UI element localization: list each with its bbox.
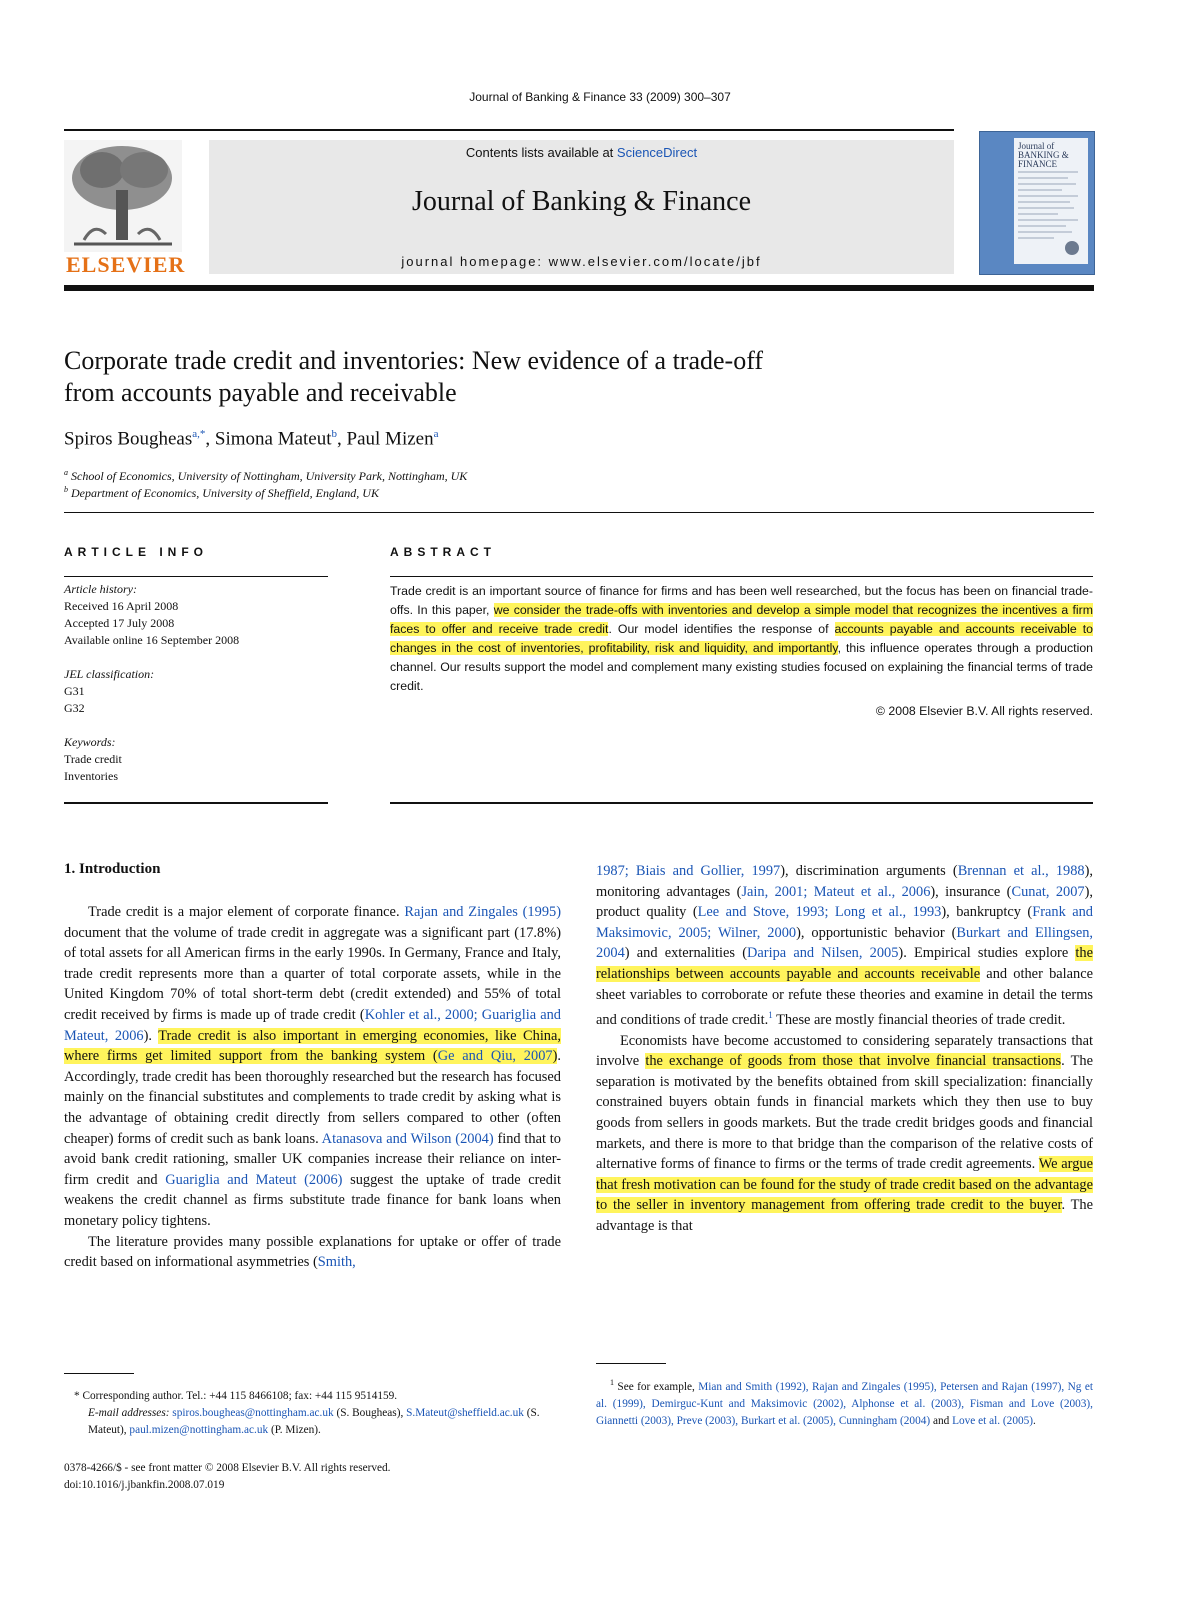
citation-link[interactable]: Rajan and Zingales (1995) <box>404 904 561 920</box>
citation-link[interactable]: Ge and Qiu, 2007 <box>437 1048 553 1065</box>
history-accepted: Accepted 17 July 2008 <box>64 616 175 630</box>
citation-link[interactable]: 1987; Biais and Gollier, 1997 <box>596 863 781 879</box>
doi-line[interactable]: doi:10.1016/j.jbankfin.2008.07.019 <box>64 1479 225 1491</box>
text: These are mostly financial theories of trade credit. <box>772 1011 1066 1028</box>
text: suggest the uptake of trade credit weakens the credit channel as firms substitute trade finance for bank loans when monetary policy tightens. <box>64 1171 561 1229</box>
text: . Accordingly, trade credit has been thoroughly researched but the research has focused mainly on the financial substitutes and complements to trade credit by asking what is the advantage of obtaining credit directly from sellers compared to other (often cheaper) forms of credit such as bank loans. <box>64 1048 561 1147</box>
text: ), opportunistic behavior ( <box>796 924 957 941</box>
text: ), bankruptcy ( <box>941 904 1033 921</box>
corresponding-text: Corresponding author. Tel.: +44 115 8466108; fax: +44 115 9514159. <box>82 1390 398 1402</box>
affiliation <box>64 468 467 484</box>
highlight: Trade credit is also important in emerging economies, like China, where firms get limited support from the banking system ( <box>64 1027 561 1065</box>
text: The literature provides many possible explanations for uptake or offer of trade credit based on informational asymmetries ( <box>64 1233 561 1271</box>
abstract-text: Trade credit is an important source of finance for firms and has been well researched, but the focus has been on financial trade-offs. In this paper, <box>390 584 1093 617</box>
journal-homepage[interactable]: journal homepage: www.elsevier.com/locate/jbf <box>401 254 762 269</box>
cover-page <box>1014 138 1088 264</box>
text: ), monitoring advantages ( <box>596 863 1093 900</box>
text: . The advantage is that <box>596 1197 1093 1234</box>
footnote-number: 1 <box>610 1378 614 1387</box>
citation-link[interactable]: Guariglia and Mateut (2006) <box>165 1171 343 1188</box>
jel-label: JEL classification: <box>64 667 155 681</box>
email-link[interactable]: spiros.bougheas@nottingham.ac.uk <box>172 1407 334 1419</box>
paragraph <box>596 1031 1093 1237</box>
highlight: We argue that fresh motivation can be found for the study of trade credit based on the advantage to the seller in inventory management from offering trade credit to the buyer <box>596 1156 1093 1214</box>
keyword: Trade credit <box>64 752 122 766</box>
running-header: Journal of Banking & Finance 33 (2009) 300–307 <box>469 90 731 104</box>
text: ), product quality ( <box>596 883 1093 921</box>
section-heading-introduction: 1. Introduction <box>64 861 161 877</box>
issn-line: 0378-4266/$ - see front matter © 2008 Elsevier B.V. All rights reserved. <box>64 1462 391 1474</box>
footnote-text: and <box>930 1414 953 1427</box>
jel-code: G32 <box>64 701 85 715</box>
jel-code: G31 <box>64 684 85 698</box>
footnote-text: . <box>1033 1414 1036 1427</box>
email-link[interactable]: paul.mizen@nottingham.ac.uk <box>129 1424 269 1436</box>
email-owner: (S. Bougheas), <box>333 1407 407 1419</box>
citation-link[interactable]: Lee and Stove, 1993; Long et al., 1993 <box>697 904 942 921</box>
sciencedirect-link[interactable]: ScienceDirect <box>616 145 698 160</box>
abstract-text: . Our model identifies the response of <box>608 622 835 636</box>
asterisk-mark: * <box>74 1390 80 1402</box>
email-label: E-mail addresses: <box>88 1407 173 1419</box>
cover-contents-lines <box>1018 168 1084 258</box>
author-name[interactable]: Paul Mizen <box>346 428 434 450</box>
abstract-rule <box>390 576 1093 577</box>
affiliation-mark: a <box>64 468 68 477</box>
abstract-body <box>390 582 1093 721</box>
highlight: ) <box>552 1048 558 1065</box>
citation-link[interactable]: Atanasova and Wilson (2004) <box>321 1130 494 1147</box>
citation-link[interactable]: Love et al. (2005) <box>952 1414 1034 1427</box>
email-owner: (P. Mizen). <box>268 1424 321 1436</box>
keyword: Inventories <box>64 769 118 783</box>
header-rule <box>64 129 954 131</box>
citation-link[interactable]: Kohler et al., 2000; Guariglia and Mateut, 2006 <box>64 1006 561 1044</box>
citation-link[interactable]: Frank and Maksimovic, 2005; Wilner, 2000 <box>596 904 1093 941</box>
text: Trade credit is a major element of corporate finance. <box>88 904 405 920</box>
contents-line <box>209 145 954 160</box>
citation-link[interactable]: Jain, 2001; Mateut et al., 2006 <box>741 883 931 900</box>
citation-link[interactable]: Burkart and Ellingsen, 2004 <box>596 924 1094 962</box>
left-column <box>64 902 561 1273</box>
keywords-label: Keywords: <box>64 735 116 749</box>
author-separator: , <box>205 428 215 450</box>
article-info-bottom-rule <box>64 802 328 804</box>
article-history <box>64 581 328 785</box>
footnote-rule <box>596 1363 666 1364</box>
abstract-text: , this influence operates through a production channel. Our results support the model and complement many existing studies focused on explaining the financial terms of trade credit. <box>390 641 1094 693</box>
author-mark[interactable]: b <box>331 428 338 440</box>
citation-link[interactable]: Mian and Smith (1992), Rajan and Zingales (1995), Petersen and Rajan (1997), Ng et al. (1999), Demirguc-Kunt and Maksimovic (2002), Alphonse et al. (2003), Fisman and Love (2003), Giannetti (2003), Preve (2003), Burkart et al. (2005), Cunningham (2004) <box>596 1380 1094 1427</box>
front-matter <box>64 1460 561 1494</box>
abstract-highlight: accounts payable and accounts receivable to changes in the cost of inventories, profitability, risk and liquidity, and importantly <box>390 622 1093 655</box>
paper-title-line-2: from accounts payable and receivable <box>64 378 457 407</box>
contents-prefix: Contents lists available at <box>465 145 617 160</box>
text: document that the volume of trade credit in aggregate was a significant part (17.8%) of total assets for all American firms in the early 1990s. In Germany, France and Italy, trade credit represents more than a quarter of total corporate assets, while in the United Kingdom 70% of total short-term debt (credit extended) and 55% of total credit received by firms is made up of trade credit ( <box>64 924 561 1023</box>
citation-link[interactable]: Brennan et al., 1988 <box>957 863 1085 879</box>
highlight: the exchange of goods from those that involve financial transactions <box>645 1053 1062 1070</box>
article-info-rule <box>64 576 328 577</box>
abstract-highlight: we consider the trade-offs with inventories and develop a simple model that recognizes the incentives a firm faces to offer and receive trade credit <box>390 603 1093 636</box>
history-online: Available online 16 September 2008 <box>64 633 240 647</box>
abstract-bottom-rule <box>390 802 1093 804</box>
masthead-thick-rule <box>64 285 1094 291</box>
history-received: Received 16 April 2008 <box>64 599 179 613</box>
affiliation-text: Department of Economics, University of Sheffield, England, UK <box>71 486 379 500</box>
author-name[interactable]: Spiros Bougheas <box>64 428 193 450</box>
journal-title: Journal of Banking & Finance <box>411 186 752 217</box>
author-name[interactable]: Simona Mateut <box>214 428 332 450</box>
title-block-rule <box>64 512 1094 513</box>
affiliation-text: School of Economics, University of Nottingham, University Park, Nottingham, UK <box>71 469 468 483</box>
highlight: the relationships between accounts payable and accounts receivable <box>596 945 1093 982</box>
email-owner: (S. Mateut), <box>88 1407 540 1436</box>
text: ), insurance ( <box>930 883 1012 900</box>
footnote-1 <box>596 1374 1093 1430</box>
journal-cover-thumbnail <box>979 131 1095 275</box>
author-list <box>64 428 439 450</box>
footnote-corresponding <box>64 1388 561 1439</box>
footnote-mark[interactable]: 1 <box>768 1010 773 1021</box>
citation-link[interactable]: Smith, <box>317 1254 356 1271</box>
abstract-copyright: © 2008 Elsevier B.V. All rights reserved. <box>875 704 1093 718</box>
citation-link[interactable]: Daripa and Nilsen, 2005 <box>747 945 899 962</box>
text: ). Empirical studies explore <box>898 945 1076 962</box>
abstract-heading: ABSTRACT <box>390 545 496 559</box>
text: ), discrimination arguments ( <box>780 863 958 879</box>
paper-title-line-1: Corporate trade credit and inventories: New evidence of a trade-off <box>64 346 764 375</box>
paragraph <box>64 902 561 1232</box>
text: and other balance sheet variables to corroborate or refute these theories and examine in detail the terms and conditions of trade credit. <box>596 965 1094 1028</box>
citation-link[interactable]: Cunat, 2007 <box>1011 883 1085 900</box>
article-info-heading: ARTICLE INFO <box>64 545 208 559</box>
cover-title: Journal of BANKING & FINANCE <box>1018 141 1069 169</box>
history-label: Article history: <box>64 582 137 596</box>
text: ) and externalities ( <box>624 945 747 962</box>
text: . The separation is motivated by the benefits obtained from skill specialization: financially constrained buyers obtain funds in financial markets which they then use to buy goods from sellers in goods markets. But the trade credit bridges goods and financial markets, and there is more to that bridge than the comparison of the relative costs of alternative forms of finance to firms or the terms of trade credit agreements. <box>596 1053 1094 1173</box>
paper-title <box>64 345 964 409</box>
elsevier-wordmark: ELSEVIER <box>66 252 186 277</box>
email-link[interactable]: S.Mateut@sheffield.ac.uk <box>406 1407 524 1419</box>
affiliation-mark: b <box>64 485 68 494</box>
footnote-rule <box>64 1373 134 1374</box>
elsevier-tree-logo <box>64 140 182 252</box>
text: Economists have become accustomed to considering separately transactions that involve <box>596 1032 1093 1070</box>
author-mark[interactable]: a,* <box>192 428 206 440</box>
affiliation <box>64 485 379 501</box>
text: ). <box>143 1027 159 1044</box>
author-separator: , <box>337 428 347 450</box>
author-mark[interactable]: a <box>433 428 439 440</box>
paragraph <box>596 861 1093 1031</box>
footnote-text: See for example, <box>617 1380 699 1393</box>
text: find that to avoid bank credit rationing, smaller UK companies increase their reliance on inter-firm credit and <box>64 1130 561 1188</box>
right-column <box>596 861 1093 1236</box>
paragraph <box>64 1232 561 1273</box>
